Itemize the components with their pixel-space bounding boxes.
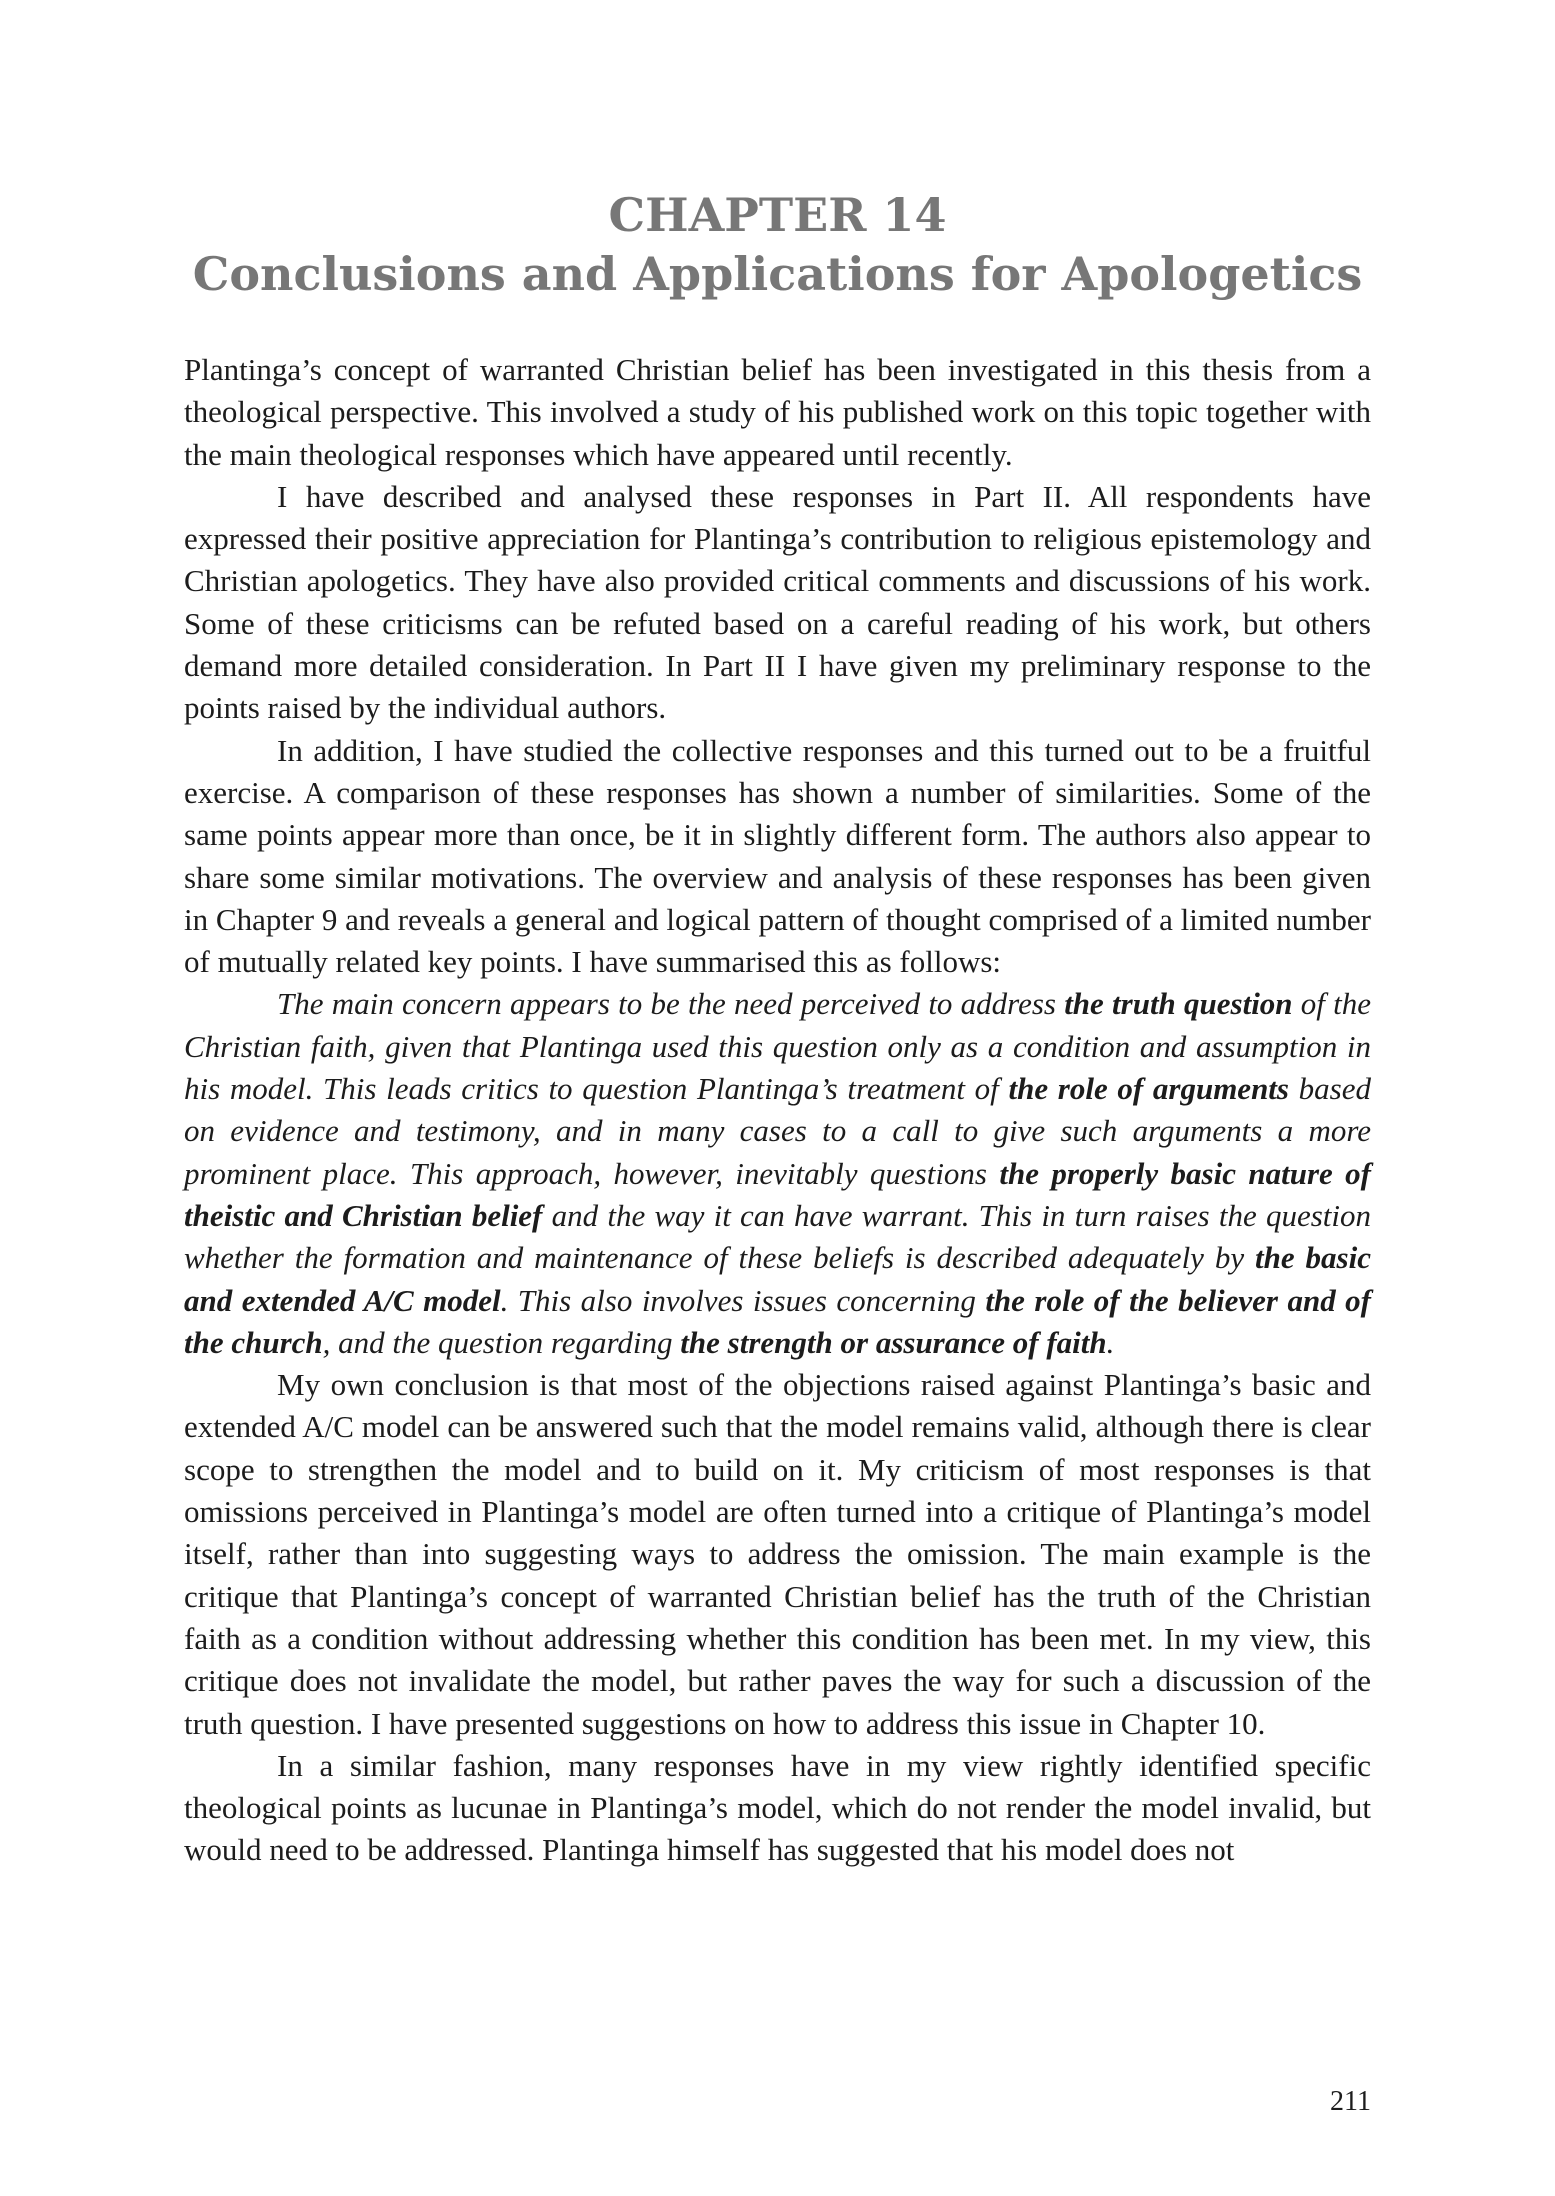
paragraph-responses: I have described and analysed these responses in Part II. All respondents have expressed their positive appreciation for Plantinga’s contribution to religious epistemology and Christian apologetics. They have also provided critical comments and discussions of his work. Some of these criticisms can be refuted based on a careful reading of his work, but others demand more detailed consideration. In Part II I have given my preliminary response to the points raised by the individual authors. (184, 478, 1371, 726)
chapter-number: CHAPTER 14 (608, 188, 947, 242)
paragraph-intro: Plantinga’s concept of warranted Christian belief has been investigated in this thesis from a theological perspective. This involved a study of his published work on this topic together with the main theological responses which have appeared until recently. (184, 352, 1371, 472)
summary-text: . (1106, 1324, 1115, 1360)
summary-key-point: the strength or assurance of faith (680, 1324, 1107, 1360)
summary-text: The main concern appears to be the need perceived to address (277, 986, 1065, 1022)
chapter-heading (0, 186, 1555, 304)
summary-key-point: the properly basic nature of theistic and Christian belief (184, 1155, 1371, 1233)
summary-text: based on evidence and testimony, and in many cases to a call to give such arguments a more prominent place. This approach, however, inevitably questions (184, 1071, 1372, 1191)
summary-text: of the Christian faith, given that Plantinga used this question only as a condition and assumption in his model. This leads critics to question Plantinga’s treatment of (184, 986, 1371, 1107)
paragraph-summary-quote (184, 983, 1371, 1364)
summary-key-point: the role of arguments (1008, 1071, 1289, 1107)
summary-text: . This also involves issues concerning (500, 1282, 986, 1318)
paragraph-lacunae: In a similar fashion, many responses have in my view rightly identified specific theological points as lucunae in Plantinga’s model, which do not render the model invalid, but would need to be addressed. Plantinga himself has suggested that his model does not (184, 1747, 1371, 1868)
body-text (184, 349, 1371, 1872)
page-number: 211 (1330, 2086, 1371, 2117)
chapter-title: Conclusions and Applications for Apologetics (192, 247, 1363, 301)
summary-text: , and the question regarding (322, 1324, 681, 1360)
summary-text: and the way it can have warrant. This in turn raises the question whether the formation and maintenance of these beliefs is described adequately by (184, 1197, 1371, 1276)
summary-key-point: the role of the believer and of the church (184, 1282, 1371, 1360)
paragraph-collective: In addition, I have studied the collective responses and this turned out to be a fruitful exercise. A comparison of these responses has shown a number of similarities. Some of the same points appear more than once, be it in slightly different form. The authors also appear to share some similar motivations. The overview and analysis of these responses has been given in Chapter 9 and reveals a general and logical pattern of thought comprised of a limited number of mutually related key points. I have summarised this as follows: (184, 732, 1371, 980)
summary-key-point: the basic and extended A/C model (184, 1240, 1371, 1318)
summary-key-point: the truth question (1064, 986, 1293, 1022)
paragraph-own-conclusion: My own conclusion is that most of the objections raised against Plantinga’s basic and extended A/C model can be answered such that the model remains valid, although there is clear scope to strengthen the model and to build on it. My criticism of most responses is that omissions perceived in Plantinga’s model are often turned into a critique of Plantinga’s model itself, rather than into suggesting ways to address the omission. The main example is the critique that Plantinga’s concept of warranted Christian belief has the truth of the Christian faith as a condition without addressing whether this condition has been met. In my view, this critique does not invalidate the model, but rather paves the way for such a discussion of the truth question. I have presented suggestions on how to address this issue in Chapter 10. (184, 1367, 1371, 1741)
